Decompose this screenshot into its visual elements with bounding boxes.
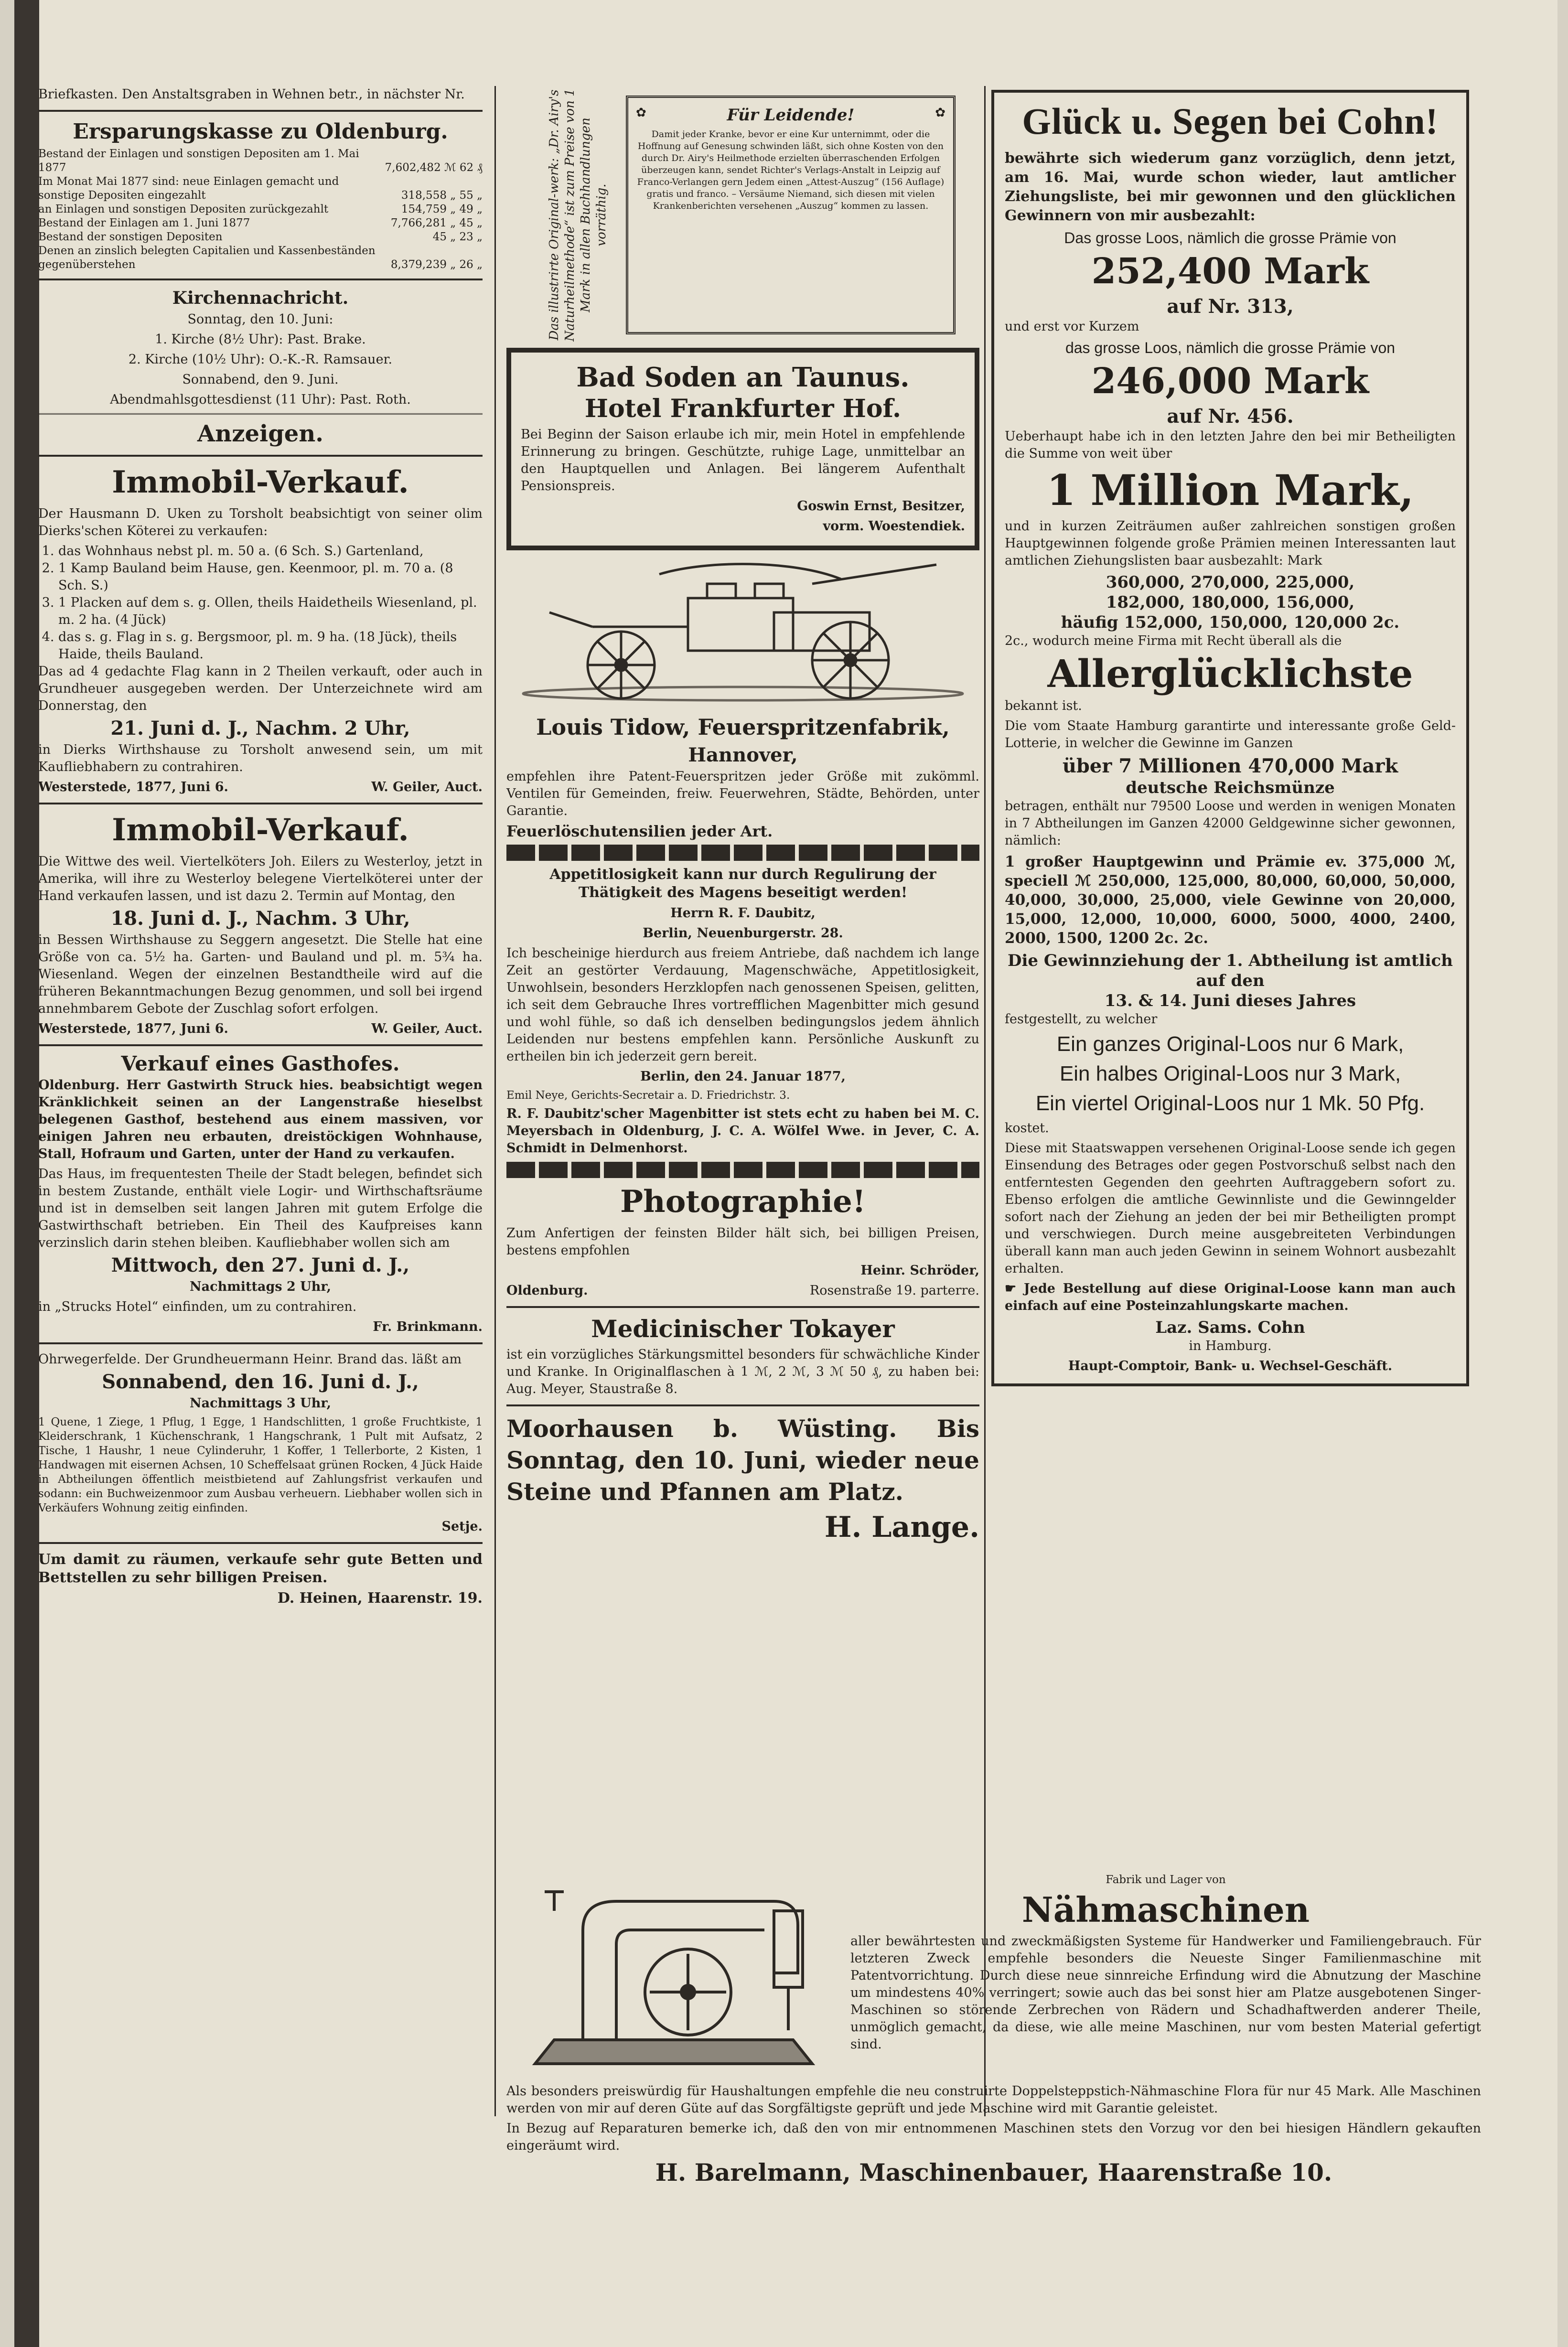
cohn-million: 1 Million Mark,: [1046, 465, 1414, 515]
cohn-amounts: 360,000, 270,000, 225,000,: [1106, 573, 1355, 592]
soden-sign1: Goswin Ernst, Besitzer,: [797, 499, 965, 514]
sign-name: W. Geiler, Auct.: [371, 1021, 483, 1036]
immo2-date: 18. Juni d. J., Nachm. 3 Uhr,: [110, 907, 410, 930]
cohn-gewinne: 1 großer Hauptgewinn und Prämie ev. 375,000 ℳ, speciell ℳ 250,000, 125,000, 80,000, 60,000, 50,000, 40,000, 30,000, 25,000, viele Gewinne von 20,000, 15,000, 12,000, 10,000, 6000, 5000, 4000, 2400, 2000, 1500, 1200 2c. 2c.: [1005, 853, 1456, 947]
cohn-jede: [1005, 1280, 1456, 1315]
sewing-fabrik: Fabrik und Lager von: [1106, 1874, 1226, 1886]
pointing-hand-icon: ☛: [1005, 1281, 1024, 1296]
cohn-loos1: Ein ganzes Original-Loos nur 6 Mark,: [1056, 1032, 1404, 1056]
ohr-date: Sonnabend, den 16. Juni d. J.,: [102, 1371, 419, 1393]
ohr-body: Ohrwegerfelde. Der Grundheuermann Heinr. Brand das. läßt am: [38, 1352, 462, 1367]
kasse-table: [38, 147, 483, 272]
kirchen-line: 1. Kirche (8½ Uhr): Past. Brake.: [155, 332, 366, 347]
ohr-time: Nachmittags 3 Uhr,: [189, 1396, 331, 1411]
photo-city: Oldenburg.: [506, 1283, 588, 1298]
magen-body: Ich bescheinige hierdurch aus freiem Antriebe, daß nachdem ich lange Zeit an gestörter Verdauung, Magenschwäche, Appetitlosigkeit, Unwohlsein, besonders Herzklopfen nach genossenen Speisen, gelitten, ich seit dem Gebrauche Ihres vortrefflichen Magenbitter mich gesund und wohl fühle, so daß ich denselben bedingungslos jedem ähnlich Leidenden nur bestens empfehlen kann. Persönliche Auskunft zu ertheilen bin ich jederzeit gern bereit.: [506, 946, 979, 1064]
moor-sign: H. Lange.: [824, 1511, 979, 1544]
immo2-body: Die Wittwe des weil. Viertelköters Joh. Eilers zu Westerloy, jetzt in Amerika, will ihre zu Westerloy belegene Viertelköterei unter der Hand verkaufen lassen, und ist dazu 2. Termin auf Montag, den: [38, 854, 483, 903]
kirchen-line: Sonnabend, den 9. Juni.: [182, 372, 339, 387]
ornament-stripe: [506, 845, 979, 861]
tokayer-body: ist ein vorzügliches Stärkungsmittel besonders für schwächliche Kinder und Kranke. In Originalflaschen à 1 ℳ, 2 ℳ, 3 ℳ 50 ₰, zu haben bei: Aug. Meyer, Staustraße 8.: [506, 1347, 979, 1396]
flower-icon: ✿: [935, 106, 945, 120]
kirchen-title: Kirchennachricht.: [172, 288, 349, 308]
divider: [38, 1044, 483, 1046]
fire-engine-illustration: [506, 555, 979, 708]
immo2-signature: [38, 1020, 483, 1038]
kasse-label: Im Monat Mai 1877 sind: neue Einlagen gemacht und sonstige Depositen eingezahlt: [38, 175, 339, 202]
gast-body3: in „Strucks Hotel“ einfinden, um zu contrahiren.: [38, 1299, 357, 1314]
soden-body: Bei Beginn der Saison erlaube ich mir, mein Hotel in empfehlende Erinnerung zu bringen. Geschützte, ruhige Lage, unmittelbar an den Hauptquellen und Anlagen. Bei längerem Aufenthalt Pensionspreis.: [521, 427, 965, 493]
tokayer-title: Medicinischer Tokayer: [591, 1315, 895, 1343]
immo1-intro: Der Hausmann D. Uken zu Torsholt beabsichtigt von seiner olim Dierks'schen Köterei zu verkaufen:: [38, 506, 483, 538]
gast-date: Mittwoch, den 27. Juni d. J.,: [111, 1254, 410, 1276]
gast-time: Nachmittags 2 Uhr,: [189, 1279, 331, 1294]
kasse-value: 7,602,482 ℳ 62 ₰: [385, 161, 483, 174]
kasse-value: 7,766,281 „ 45 „: [390, 217, 483, 229]
kasse-value: 154,759 „ 49 „: [401, 203, 483, 215]
sewing-title: Nähmaschinen: [1021, 1889, 1310, 1930]
soden-hotel: Hotel Frankfurter Hof.: [584, 394, 902, 423]
cohn-diese: Diese mit Staatswappen versehenen Original-Loose sende ich gegen Einsendung des Betrages oder gegen Postvorschuß selbst nach den entferntesten Gegenden den geehrten Auftraggebern sofort zu. Ebenso erfolgen die amtliche Gewinnliste und die Gewinngelder sofort nach der Ziehung an jeden der bei mir Betheiligten prompt und verschwiegen. Durch meine ausgebreiteten Verbindungen überall kann man auch jeden Gewinn in seinem Wohnort ausbezahlt erhalten.: [1005, 1141, 1456, 1276]
divider: [506, 1404, 979, 1406]
divider: [38, 803, 483, 804]
kirchen-line: 2. Kirche (10½ Uhr): O.-K.-R. Ramsauer.: [128, 352, 393, 367]
cohn-grosse1: Das grosse Loos, nämlich die grosse Prämie von: [1064, 229, 1396, 246]
sign-name: W. Geiler, Auct.: [371, 780, 483, 794]
cohn-jede-text: Jede Bestellung auf diese Original-Loose kann man auch einfach auf eine Posteinzahlungskarte machen.: [1005, 1281, 1456, 1313]
kirchen-line: Abendmahlsgottesdienst (11 Uhr): Past. Roth.: [110, 392, 411, 407]
divider: [506, 1306, 979, 1308]
immo1-list: [38, 543, 483, 663]
divider: [38, 1342, 483, 1344]
gast-sign: Fr. Brinkmann.: [373, 1319, 483, 1334]
cohn-sign-city: in Hamburg.: [1189, 1339, 1272, 1353]
column-middle: [506, 86, 979, 1547]
briefkasten: Briefkasten. Den Anstaltsgraben in Wehnen betr., in nächster Nr.: [38, 87, 465, 102]
soden-sign2: vorm. Woestendiek.: [823, 519, 965, 534]
table-row: [38, 203, 483, 216]
cohn-bekannt: bekannt ist.: [1005, 698, 1082, 713]
sign-place: Westerstede, 1877, Juni 6.: [38, 1021, 228, 1036]
airy-section: [506, 86, 979, 344]
cohn-intro: bewährte sich wiederum ganz vorzüglich, denn jetzt, am 16. Mai, wurde schon wieder, laut amtlicher Ziehungsliste, bei mir gewonnen und den glücklichen Gewinnern von mir ausbezahlt:: [1005, 150, 1456, 224]
ohr-sign: Setje.: [441, 1519, 483, 1534]
table-row: [38, 216, 483, 230]
cohn-betragen: betragen, enthält nur 79500 Loose und werden in wenigen Monaten in 7 Abtheilungen im Ganzen 42000 Geldgewinne sicher gewonnen, nämlich:: [1005, 799, 1456, 848]
divider: [38, 1542, 483, 1544]
immo1-date: 21. Juni d. J., Nachm. 2 Uhr,: [110, 717, 410, 739]
tidow-city: Hannover,: [688, 744, 798, 766]
sewing-sign: H. Barelmann, Maschinenbauer, Haarenstraße 10.: [655, 2158, 1332, 2186]
immo1-body2: in Dierks Wirthshause zu Torsholt anwesend sein, um mit Kaufliebhabern zu contrahiren.: [38, 742, 483, 774]
kasse-value: 45 „ 23 „: [432, 231, 483, 243]
magen-title: Appetitlosigkeit kann nur durch Regulirung der Thätigkeit des Magens beseitigt werden!: [549, 866, 936, 901]
kasse-title: Ersparungskasse zu Oldenburg.: [73, 119, 448, 144]
sewing-text: [850, 1873, 1481, 2083]
sign-place: Westerstede, 1877, Juni 6.: [38, 780, 228, 794]
cohn-und: und erst vor Kurzem: [1005, 319, 1139, 334]
page-gutter: [14, 0, 39, 2347]
cohn-prize1: 252,400 Mark: [1091, 251, 1369, 292]
photo-sign: Heinr. Schröder,: [860, 1263, 979, 1278]
kasse-label: Denen an zinslich belegten Capitalien und Kassenbeständen gegenüberstehen: [38, 245, 376, 271]
photo-addr: Rosenstraße 19. parterre.: [809, 1283, 979, 1298]
betten-body: Um damit zu räumen, verkaufe sehr gute Betten und Bettstellen zu sehr billigen Preisen.: [38, 1551, 483, 1586]
photo-title: Photographie!: [620, 1184, 866, 1220]
tidow-line: Feuerlöschutensilien jeder Art.: [506, 822, 773, 840]
sewing-body3: In Bezug auf Reparaturen bemerke ich, daß den von mir entnommenen Maschinen stets den Vorzug vor den bei hiesigen Händlern gekauften eingeräumt wird.: [506, 2121, 1481, 2153]
cohn-ziehung: Die Gewinnziehung der 1. Abtheilung ist amtlich auf den: [1008, 951, 1453, 990]
betten-sign: D. Heinen, Haarenstr. 19.: [277, 1590, 483, 1607]
kasse-label: Bestand der Einlagen und sonstigen Depositen am 1. Mai 1877: [38, 148, 359, 174]
flower-icon: ✿: [636, 106, 646, 120]
ornament-row: [636, 106, 945, 125]
kasse-label: an Einlagen und sonstigen Depositen zurückgezahlt: [38, 203, 329, 215]
sewing-illustration: [506, 1873, 841, 2083]
cohn-sign: Laz. Sams. Cohn: [1155, 1318, 1305, 1337]
table-row: [38, 147, 483, 175]
cohn-sign-comptoir: Haupt-Comptoir, Bank- u. Wechsel-Geschäft.: [1068, 1359, 1393, 1373]
leidende-title: Für Leidende!: [727, 106, 855, 125]
soden-title: Bad Soden an Taunus.: [576, 362, 910, 393]
magen-body2: R. F. Daubitz'scher Magenbitter ist stets echt zu haben bei M. C. Meyersbach in Oldenburg, J. C. A. Wölfel Wwe. in Jever, C. A. Schmidt in Delmenhorst.: [506, 1106, 979, 1156]
soden-box: [506, 348, 979, 550]
airy-vertical-text: Das illustrirte Original-werk: „Dr. Airy's Naturheilmethode“ ist zum Preise von 1 Mark in allen Buchhandlungen vorräthig.: [547, 88, 609, 342]
magen-sign: Berlin, den 24. Januar 1877,: [640, 1069, 846, 1084]
cohn-loos3: Ein viertel Original-Loos nur 1 Mk. 50 Pfg.: [1035, 1092, 1425, 1115]
cohn-allergl: Allerglücklichste: [1047, 651, 1413, 696]
photo-body: Zum Anfertigen der feinsten Bilder hält sich, bei billigen Preisen, bestens empfohlen: [506, 1226, 979, 1258]
cohn-nr1: auf Nr. 313,: [1167, 295, 1294, 318]
cohn-uber7: über 7 Millionen 470,000 Mark: [1062, 755, 1398, 777]
column-right: [991, 86, 1469, 1390]
gast-body: Oldenburg. Herr Gastwirth Struck hies. beabsichtigt wegen Kränklichkeit seinen an der Langenstraße hieselbst belegenen Gasthof, bestehend aus einem massiven, vor einigen Jahren neu erbauten, dreistöckigen Wohnhause, Stall, Hofraum und Garten, unter der Hand zu verkaufen.: [38, 1078, 483, 1161]
ornament-stripe: [506, 1162, 979, 1178]
cohn-prize2: 246,000 Mark: [1091, 361, 1369, 402]
list-item: 2. 1 Kamp Bauland beim Hause, gen. Keenmoor, pl. m. 70 a. (8 Sch. S.): [58, 560, 483, 594]
kirchen-date: Sonntag, den 10. Juni:: [187, 312, 333, 327]
table-row: [38, 230, 483, 244]
kasse-value: 8,379,239 „ 26 „: [390, 258, 483, 271]
column-left: [38, 86, 483, 1610]
leidende-body: Damit jeder Kranke, bevor er eine Kur unternimmt, oder die Hoffnung auf Genesung schwinden läßt, sich ohne Kosten von den durch Dr. Airy's Heilmethode erzielten überraschenden Erfolgen überzeugen kann, sendet Richter's Verlags-Anstalt in Leipzig auf Franco-Verlangen gern Jedem einen „Attest-Auszug“ (156 Auflage) gratis und franco. – Versäume Niemand, sich diesen mit vielen Krankenberichten versehenen „Auszug“ kommen zu lassen.: [637, 129, 945, 211]
cohn-wodurch: 2c., wodurch meine Firma mit Recht überall als die: [1005, 633, 1342, 648]
cohn-muenze: deutsche Reichsmünze: [1126, 778, 1335, 797]
cohn-ziehung-date: 13. & 14. Juni dieses Jahres: [1104, 991, 1356, 1010]
sewing-machine-icon: [506, 1873, 841, 2083]
fire-engine-icon: [506, 555, 979, 708]
gast-title: Verkauf eines Gasthofes.: [121, 1052, 400, 1075]
immo1-signature: [38, 779, 483, 796]
cohn-kostet: kostet.: [1005, 1121, 1049, 1136]
tidow-body: empfehlen ihre Patent-Feuerspritzen jeder Größe mit zukömml. Ventilen für Gemeinden, freiw. Feuerwehren, Städte, Behörden, unter Garantie.: [506, 769, 979, 818]
immo1-title: Immobil-Verkauf.: [112, 464, 409, 500]
cohn-staat: Die vom Staate Hamburg garantirte und interessante große Geld-Lotterie, in welcher die Gewinne im Ganzen: [1005, 718, 1456, 750]
divider: [38, 455, 483, 457]
immo2-title: Immobil-Verkauf.: [112, 812, 409, 848]
kasse-value: 318,558 „ 55 „: [401, 189, 483, 202]
magen-addr2: Berlin, Neuenburgerstr. 28.: [643, 926, 843, 941]
kasse-label: Bestand der Einlagen am 1. Juni 1877: [38, 217, 250, 229]
moor-body: Moorhausen b. Wüsting. Bis Sonntag, den 10. Juni, wieder neue Steine und Pfannen am Platz.: [506, 1415, 979, 1506]
immo2-body2: in Bessen Wirthshause zu Seggern angesetzt. Die Stelle hat eine Größe von ca. 5½ ha. Garten- und Bauland und pl. m. 5¾ ha. Wiesenland. Wegen der einzelnen Bestandtheile wird auf die früheren Bekanntmachungen Bezug genommen, und soll bei irgend annehmbarem Gebote der Zuschlag sofort erfolgen.: [38, 932, 483, 1016]
cohn-kurzen: und in kurzen Zeiträumen außer zahlreichen sonstigen großen Hauptgewinnen folgende große Prämien meinen Interessanten laut amtlichen Ziehungslisten baar ausbezahlt: Mark: [1005, 519, 1456, 568]
cohn-grosse2: das grosse Loos, nämlich die grosse Prämie von: [1065, 339, 1396, 356]
column-rule: [494, 86, 496, 2116]
anzeigen-heading: Anzeigen.: [197, 420, 323, 447]
kasse-label: Bestand der sonstigen Depositen: [38, 231, 223, 243]
list-item: 3. 1 Placken auf dem s. g. Ollen, theils Haidetheils Wiesenland, pl. m. 2 ha. (4 Jück): [58, 594, 483, 629]
column-rule: [984, 86, 986, 2116]
cohn-festgestellt: festgestellt, zu welcher: [1005, 1012, 1158, 1027]
leidende-box: [626, 96, 956, 334]
gast-body2: Das Haus, im frequentesten Theile der Stadt belegen, befindet sich in bestem Zustande, enthält viele Logir- und Wirthschaftsräume und ist in demselben seit langen Jahren mit gutem Erfolge die Gastwirthschaft betrieben. Ein Theil des Kaufpreises kann verzinslich darin stehen bleiben. Kaufliebhaber wollen sich am: [38, 1167, 483, 1250]
sewing-machine-ad: [506, 1873, 1481, 2191]
divider: [38, 279, 483, 280]
cohn-amounts: häufig 152,000, 150,000, 120,000 2c.: [1061, 613, 1400, 632]
cohn-lottery-box: [991, 90, 1469, 1386]
sewing-body: aller bewährtesten und zweckmäßigsten Systeme für Handwerker und Familiengebrauch. Für letzteren Zweck empfehle besonders die Neueste Singer Familienmaschine mit Patentvorrichtung. Durch diese neue sinnreiche Erfindung wird die Abnutzung der Maschine um mindestens 40% verringert; sowie auch das bei sonst hier am Platze ausgebotenen Singer-Maschinen so störende Zerbrechen von Rädern und Schadhaftwerden anderer Theile, unmöglich gemacht, da diese, wie alle meine Maschinen, nur vom besten Material gefertigt sind.: [850, 1934, 1481, 2052]
list-item: 4. das s. g. Flag in s. g. Bergsmoor, pl. m. 9 ha. (18 Jück), theils Haide, theils Bauland.: [58, 629, 483, 663]
divider: [38, 413, 483, 415]
table-row: [38, 244, 483, 272]
ohr-body2: 1 Quene, 1 Ziege, 1 Pflug, 1 Egge, 1 Handschlitten, 1 große Fruchtkiste, 1 Kleiderschrank, 1 Küchenschrank, 1 Hangschrank, 1 Pult mit Aufsatz, 2 Tische, 1 Haushr, 1 neue Cylinderuhr, 1 Koffer, 1 Tellerborte, 2 Kisten, 1 Handwagen mit eisernen Achsen, 10 Scheffelsaat grünen Rocken, 4 Jück Haide in Abtheilungen öffentlich meistbietend auf Zahlungsfrist verkaufen und sodann: ein Buchweizenmoor zum Ausbau verheuern. Liebhaber wollen sich in Verkäufers Wohnung zeitig einfinden.: [38, 1416, 483, 1514]
photo-address-row: [506, 1282, 979, 1299]
cohn-title: Glück u. Segen bei Cohn!: [1022, 100, 1439, 142]
immo1-body: Das ad 4 gedachte Flag kann in 2 Theilen verkauft, oder auch in Grundheuer ausgegeben werden. Der Unterzeichnete wird am Donnerstag, den: [38, 664, 483, 713]
cohn-amounts: 182,000, 180,000, 156,000,: [1106, 593, 1355, 612]
tidow-title: Louis Tidow, Feuerspritzenfabrik,: [536, 714, 950, 740]
table-row: [38, 175, 483, 203]
list-item: 1. das Wohnhaus nebst pl. m. 50 a. (6 Sch. S.) Gartenland,: [58, 543, 483, 560]
magen-sign2: Emil Neye, Gerichts-Secretair a. D. Friedrichstr. 3.: [506, 1089, 790, 1102]
cohn-loos2: Ein halbes Original-Loos nur 3 Mark,: [1059, 1062, 1401, 1085]
magen-addr1: Herrn R. F. Daubitz,: [670, 906, 816, 921]
cohn-ueber: Ueberhaupt habe ich in den letzten Jahre den bei mir Betheiligten die Summe von weit über: [1005, 429, 1456, 461]
sewing-body2: Als besonders preiswürdig für Haushaltungen empfehle die neu construirte Doppelsteppstich-Nähmaschine Flora für nur 45 Mark. Alle Maschinen werden von mir auf deren Güte auf das Sorgfältigste geprüft und jede Maschine wird mit Garantie geleistet.: [506, 2084, 1481, 2116]
cohn-nr2: auf Nr. 456.: [1167, 405, 1294, 428]
divider: [38, 110, 483, 112]
